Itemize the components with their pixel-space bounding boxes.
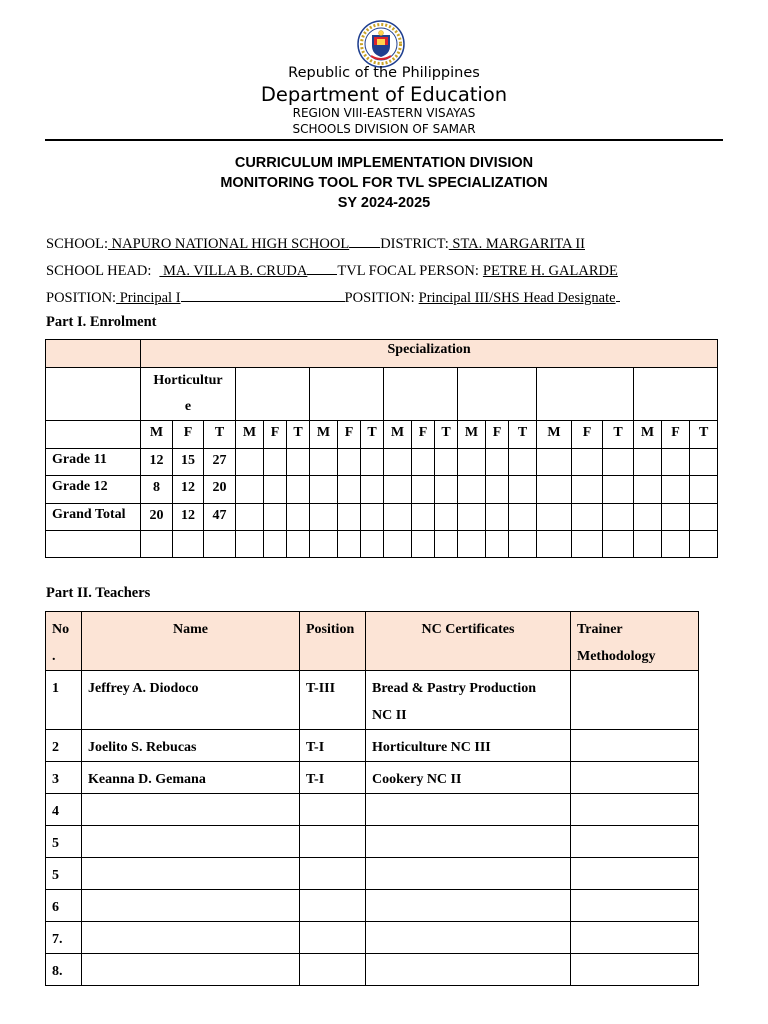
col-name-header: Name	[82, 612, 300, 671]
part1-heading: Part I. Enrolment	[46, 314, 157, 330]
table-row: 5	[46, 858, 699, 890]
position2-value: Principal III/SHS Head Designate	[418, 290, 616, 306]
part2-heading: Part II. Teachers	[46, 585, 151, 601]
district-label: DISTRICT:	[380, 236, 449, 252]
col-position-header: Position	[300, 612, 366, 671]
table-row: 2 Joelito S. Rebucas T-I Horticulture NC III	[46, 730, 699, 762]
row-label: Grade 12	[46, 476, 141, 504]
col-nc-header: NC Certificates	[366, 612, 571, 671]
table-row: Grade 11 12 15 27	[46, 449, 718, 476]
row-label: Grand Total	[46, 504, 141, 531]
header-t: T	[204, 421, 236, 449]
region-text: REGION VIII-EASTERN VISAYAS	[292, 106, 476, 120]
table-row: 5	[46, 826, 699, 858]
position1-value: Principal I	[116, 290, 181, 306]
doc-title-line3: SY 2024-2025	[337, 195, 431, 211]
table-row: 7.	[46, 922, 699, 954]
enrol-corner-cell	[46, 340, 141, 368]
enrolment-table	[45, 339, 718, 558]
teachers-header-row	[46, 612, 699, 671]
table-row: 8.	[46, 954, 699, 986]
school-head-label: SCHOOL HEAD:	[46, 263, 152, 279]
school-value: NAPURO NATIONAL HIGH SCHOOL	[108, 236, 350, 252]
horticulture-header: Horticultur e	[141, 368, 236, 421]
school-head-value: MA. VILLA B. CRUDA	[159, 263, 308, 279]
table-row: 4	[46, 794, 699, 826]
deped-seal-logo	[357, 20, 405, 68]
focal-person-value: PETRE H. GALARDE	[482, 263, 618, 279]
division-text: SCHOOLS DIVISION OF SAMAR	[292, 122, 476, 136]
col-no-header: No .	[46, 612, 82, 671]
school-head-line	[46, 260, 618, 280]
position1-label: POSITION:	[46, 290, 117, 306]
header-f: F	[173, 421, 204, 449]
doc-title-line1: CURRICULUM IMPLEMENTATION DIVISION	[234, 155, 534, 171]
header-m: M	[141, 421, 173, 449]
table-row: Grand Total 20 12 47	[46, 504, 718, 531]
specialization-header: Specialization	[141, 340, 718, 368]
table-row: 3 Keanna D. Gemana T-I Cookery NC II	[46, 762, 699, 794]
col-trainer-header: Trainer Methodology	[571, 612, 699, 671]
school-line	[46, 233, 585, 253]
table-row: Grade 12 8 12 20	[46, 476, 718, 504]
republic-text: Republic of the Philippines	[288, 65, 480, 81]
doc-title-line2: MONITORING TOOL FOR TVL SPECIALIZATION	[220, 175, 548, 191]
teachers-table	[45, 611, 699, 986]
focal-person-label: TVL FOCAL PERSON:	[337, 263, 479, 279]
row-label: Grade 11	[46, 449, 141, 476]
position2-label: POSITION:	[344, 290, 415, 306]
position-line	[46, 287, 620, 307]
table-row: 1 Jeffrey A. Diodoco T-III Bread & Pastry Production NC II	[46, 671, 699, 730]
school-label: SCHOOL:	[46, 236, 109, 252]
header-divider	[45, 139, 723, 141]
table-row: 6	[46, 890, 699, 922]
district-value: STA. MARGARITA II	[448, 236, 585, 252]
department-title: Department of Education	[260, 83, 508, 106]
table-row	[46, 531, 718, 558]
mft-header-row: M F T M F T M F T M F T M F T M F T M F T	[46, 421, 718, 449]
